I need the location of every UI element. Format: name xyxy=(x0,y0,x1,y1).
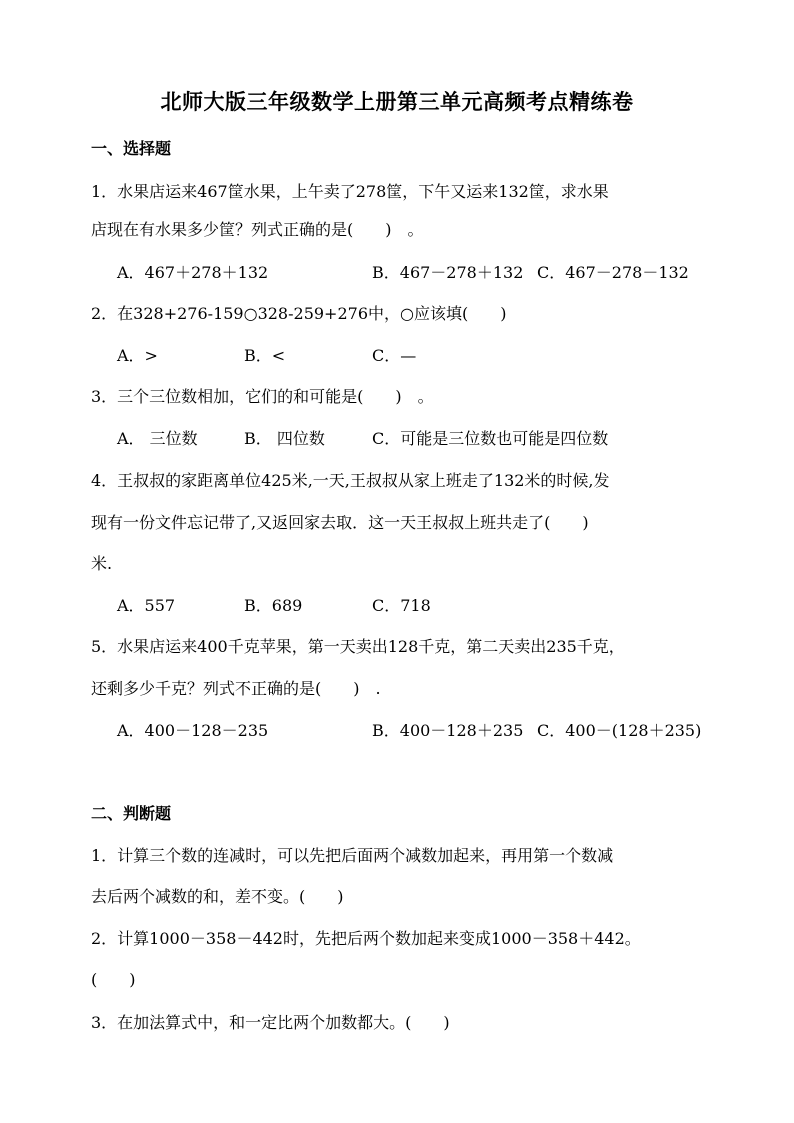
question-1-text-line2: 店现在有水果多少筐？列式正确的是( ) 。 xyxy=(91,220,424,239)
question-4-option-a: A．557 xyxy=(117,596,176,615)
question-4-text-line2: 现有一份文件忘记带了,又返回家去取．这一天王叔叔上班共走了( ) xyxy=(91,513,589,532)
question-1-option-b: B．467－278＋132 xyxy=(372,263,524,282)
question-1-option-a: A．467＋278＋132 xyxy=(117,263,269,282)
page-title: 北师大版三年级数学上册第三单元高频考点精练卷 xyxy=(160,89,634,114)
question-1-text-line1: 1．水果店运来467筐水果，上午卖了278筐，下午又运来132筐，求水果 xyxy=(91,182,609,201)
question-2-option-b: B．< xyxy=(244,346,286,365)
section-heading-judgement: 二、判断题 xyxy=(91,804,172,823)
question-5-option-a: A．400－128－235 xyxy=(117,721,269,740)
question-5-option-b: B．400－128＋235 xyxy=(372,721,524,740)
judgement-1-text-line1: 1．计算三个数的连减时，可以先把后面两个减数加起来，再用第一个数减 xyxy=(91,846,614,865)
judgement-3-text-line1: 3．在加法算式中，和一定比两个加数都大。( ) xyxy=(91,1013,450,1032)
question-3-option-b: B． 四位数 xyxy=(244,429,325,448)
question-5-text-line1: 5．水果店运来400千克苹果，第一天卖出128千克，第二天卖出235千克， xyxy=(91,637,625,656)
question-2-text-line1: 2．在328+276-159○328-259+276中，○应该填( ) xyxy=(91,304,507,323)
question-2-option-a: A．> xyxy=(117,346,158,365)
question-5-option-c: C．400－(128＋235) xyxy=(537,721,702,740)
question-4-option-c: C．718 xyxy=(372,596,431,615)
question-5-text-line2: 还剩多少千克？列式不正确的是( ) . xyxy=(91,679,381,698)
question-3-option-a: A． 三位数 xyxy=(117,429,198,448)
question-4-text-line3: 米. xyxy=(91,554,113,573)
question-4-text-line1: 4．王叔叔的家距离单位425米,一天,王叔叔从家上班走了132米的时候,发 xyxy=(91,471,610,490)
question-4-option-b: B．689 xyxy=(244,596,303,615)
question-3-option-c: C．可能是三位数也可能是四位数 xyxy=(372,429,609,448)
section-heading-choice: 一、选择题 xyxy=(91,139,172,158)
judgement-2-text-line2: ( ) xyxy=(91,970,136,989)
question-2-option-c: C．— xyxy=(372,346,417,365)
question-1-option-c: C．467－278－132 xyxy=(537,263,689,282)
judgement-2-text-line1: 2．计算1000－358－442时，先把后两个数加起来变成1000－358＋442。 xyxy=(91,929,641,948)
question-3-text-line1: 3．三个三位数相加，它们的和可能是( ) 。 xyxy=(91,387,434,406)
judgement-1-text-line2: 去后两个减数的和，差不变。( ) xyxy=(91,887,344,906)
